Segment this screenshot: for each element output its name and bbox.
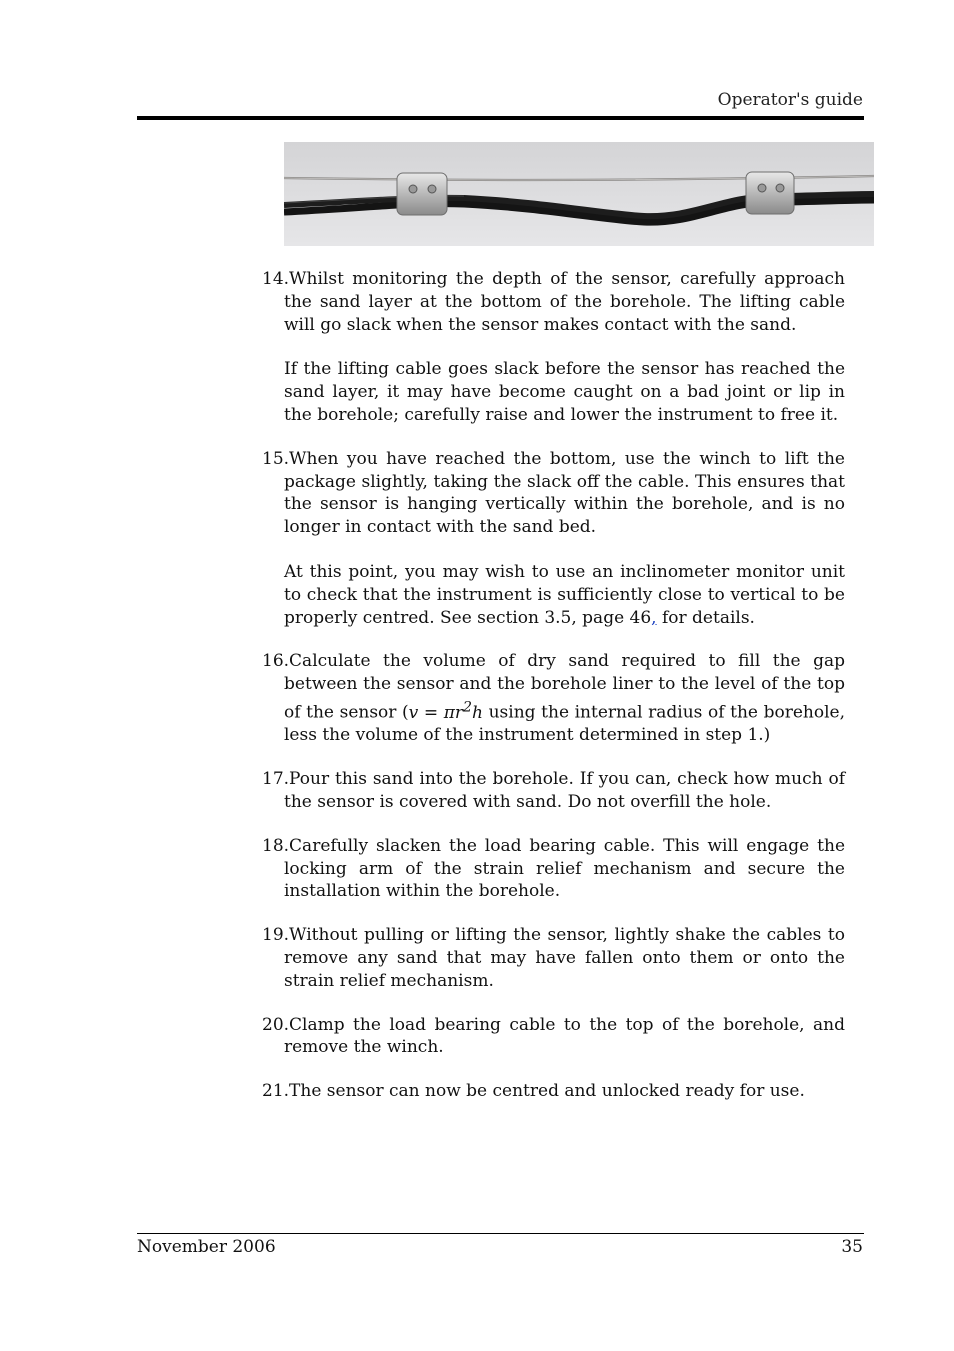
cable-clamps-photo	[284, 142, 874, 246]
right-clamp	[746, 172, 794, 214]
page-number: 35	[841, 1237, 863, 1257]
step-20	[262, 1014, 845, 1060]
step-19	[262, 924, 845, 992]
step-text: Whilst monitoring the depth of the sensor, carefully approach the sand layer at the bottom of the borehole. The lifting cable will go slack when the sensor makes contact with the sand.	[284, 269, 845, 335]
left-clamp	[397, 173, 447, 215]
step-note: At this point, you may wish to use an inclinometer monitor unit to check that the instrument is sufficiently close to vertical to be properly centred. See section 3.5, page 46, for details.	[284, 561, 845, 628]
step-15	[262, 448, 845, 630]
section-cross-reference-link[interactable]: ,	[651, 607, 657, 628]
step-number: 19.	[262, 925, 290, 946]
step-number: 20.	[262, 1014, 290, 1035]
step-note: If the lifting cable goes slack before the sensor has reached the sand layer, it may have become caught on a bad joint or lip in the borehole; carefully raise and lower the instrument to free it.	[284, 359, 845, 425]
footer-rule	[137, 1233, 864, 1234]
volume-formula: $v = \pi r^2h$	[408, 698, 483, 723]
running-header: Operator's guide	[717, 90, 863, 110]
step-number: 15.	[262, 448, 290, 469]
step-18	[262, 835, 845, 903]
step-number: 17.	[262, 769, 290, 790]
step-number: 16.	[262, 651, 290, 672]
step-number: 14.	[262, 269, 290, 289]
procedure-steps	[262, 268, 845, 1124]
step-text: Carefully slacken the load bearing cable. This will engage the locking arm of the strain relief mechanism and secure the installation within the borehole.	[284, 835, 845, 902]
step-text: Without pulling or lifting the sensor, lightly shake the cables to remove any sand that may have fallen onto them or onto the strain relief mechanism.	[284, 925, 845, 991]
step-text: The sensor can now be centred and unlocked ready for use.	[289, 1081, 805, 1102]
footer-date: November 2006	[137, 1237, 276, 1257]
step-text: Clamp the load bearing cable to the top of the borehole, and remove the winch.	[284, 1014, 845, 1058]
step-number: 21.	[262, 1081, 290, 1102]
header-rule	[137, 116, 864, 120]
step-14	[262, 268, 845, 427]
step-number: 18.	[262, 835, 290, 856]
step-21	[262, 1080, 845, 1103]
step-text: When you have reached the bottom, use the winch to lift the package slightly, taking the slack off the cable. This ensures that the sensor is hanging vertically within the borehole, and is no longer in contact with the sand bed.	[284, 448, 845, 538]
step-16: 16.Calculate the volume of dry sand required to fill the gap between the sensor and the borehole liner to the level of the top of the sensor ($v = \pi r^2h$ using the internal radius of the borehole, less the volume of the instrument determined in step 1.)	[262, 651, 845, 746]
step-17	[262, 768, 845, 814]
step-text: Pour this sand into the borehole. If you can, check how much of the sensor is covered with sand. Do not overfill the hole.	[284, 769, 845, 812]
